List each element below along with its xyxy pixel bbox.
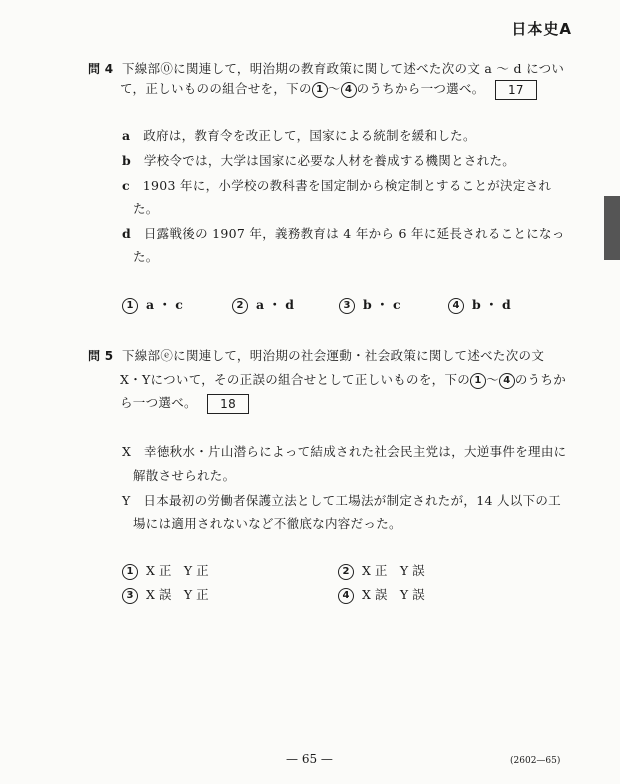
q4-statement-c: c 1903 年に，小学校の教科書を国定制から検定制とすることが決定され	[122, 178, 552, 193]
choice-4-icon: 4	[448, 298, 464, 314]
q5-statement-x: X 幸徳秋水・片山潜らによって結成された社会民主党は，大逆事件を理由に	[122, 444, 567, 459]
q5-choice-4[interactable]: 4 X 誤 Y 誤	[338, 585, 425, 604]
range-end-icon: 4	[341, 82, 357, 98]
q4-statement-b: b 学校令では，大学は国家に必要な人材を養成する機関とされた。	[122, 153, 516, 168]
q4-choice-4[interactable]: 4 b ・ d	[448, 295, 511, 314]
q5-choice-1[interactable]: 1 X 正 Y 正	[122, 561, 209, 580]
answer-box-18[interactable]: 18	[207, 394, 249, 414]
q4-choice-1[interactable]: 1 a ・ c	[122, 295, 183, 314]
choice-3-icon: 3	[122, 588, 138, 604]
q5-line2: X・Yについて，その正誤の組合せとして正しいものを，下の 1 ～ 4 のうちか	[120, 372, 567, 387]
q4-statement-d: d 日露戦後の 1907 年，義務教育は 4 年から 6 年に延長されることになっ	[122, 226, 565, 241]
choice-3-icon: 3	[339, 298, 355, 314]
choice-1-icon: 1	[122, 298, 138, 314]
q5-statement-y-cont: 場には適用されないなど不徹底な内容だった。	[133, 516, 402, 531]
choice-1-icon: 1	[122, 564, 138, 580]
page-number: — 65 —	[286, 752, 333, 766]
exam-code: (2602—65)	[510, 756, 561, 766]
range-start-icon: 1	[312, 82, 328, 98]
range-start-icon: 1	[470, 373, 486, 389]
q5-label: 問 5	[88, 349, 114, 363]
q5-choice-3[interactable]: 3 X 誤 Y 正	[122, 585, 209, 604]
q4-choice-2[interactable]: 2 a ・ d	[232, 295, 294, 314]
q4-label: 問 4	[88, 62, 114, 76]
q4-statement-a: a 政府は，教育令を改正して，国家による統制を緩和した。	[122, 128, 476, 143]
answer-box-17[interactable]: 17	[495, 80, 537, 100]
q4-choice-3[interactable]: 3 b ・ c	[339, 295, 401, 314]
q4-statement-c-cont: た。	[133, 201, 159, 216]
q5-choice-2[interactable]: 2 X 正 Y 誤	[338, 561, 425, 580]
choice-4-icon: 4	[338, 588, 354, 604]
q5-statement-y: Y 日本最初の労働者保護立法として工場法が制定されたが，14 人以下の工	[122, 493, 561, 508]
q4-statement-d-cont: た。	[133, 249, 159, 264]
q5-statement-x-cont: 解散させられた。	[133, 468, 236, 483]
q5-line1: 問 5 下線部ⓔに関連して，明治期の社会運動・社会政策に関して述べた次の文	[88, 348, 545, 363]
choice-2-icon: 2	[338, 564, 354, 580]
range-end-icon: 4	[499, 373, 515, 389]
choice-2-icon: 2	[232, 298, 248, 314]
q5-line3: ら一つ選べ。 18	[120, 393, 249, 414]
q4-line1: 問 4 下線部⓪に関連して，明治期の教育政策に関して述べた次の文 a ～ d につい	[88, 61, 565, 76]
q4-line2: て，正しいものの組合せを，下の 1 ～ 4 のうちから一つ選べ。 17	[120, 79, 537, 100]
subject-title: 日本史A	[511, 20, 572, 38]
section-tab	[604, 196, 620, 260]
